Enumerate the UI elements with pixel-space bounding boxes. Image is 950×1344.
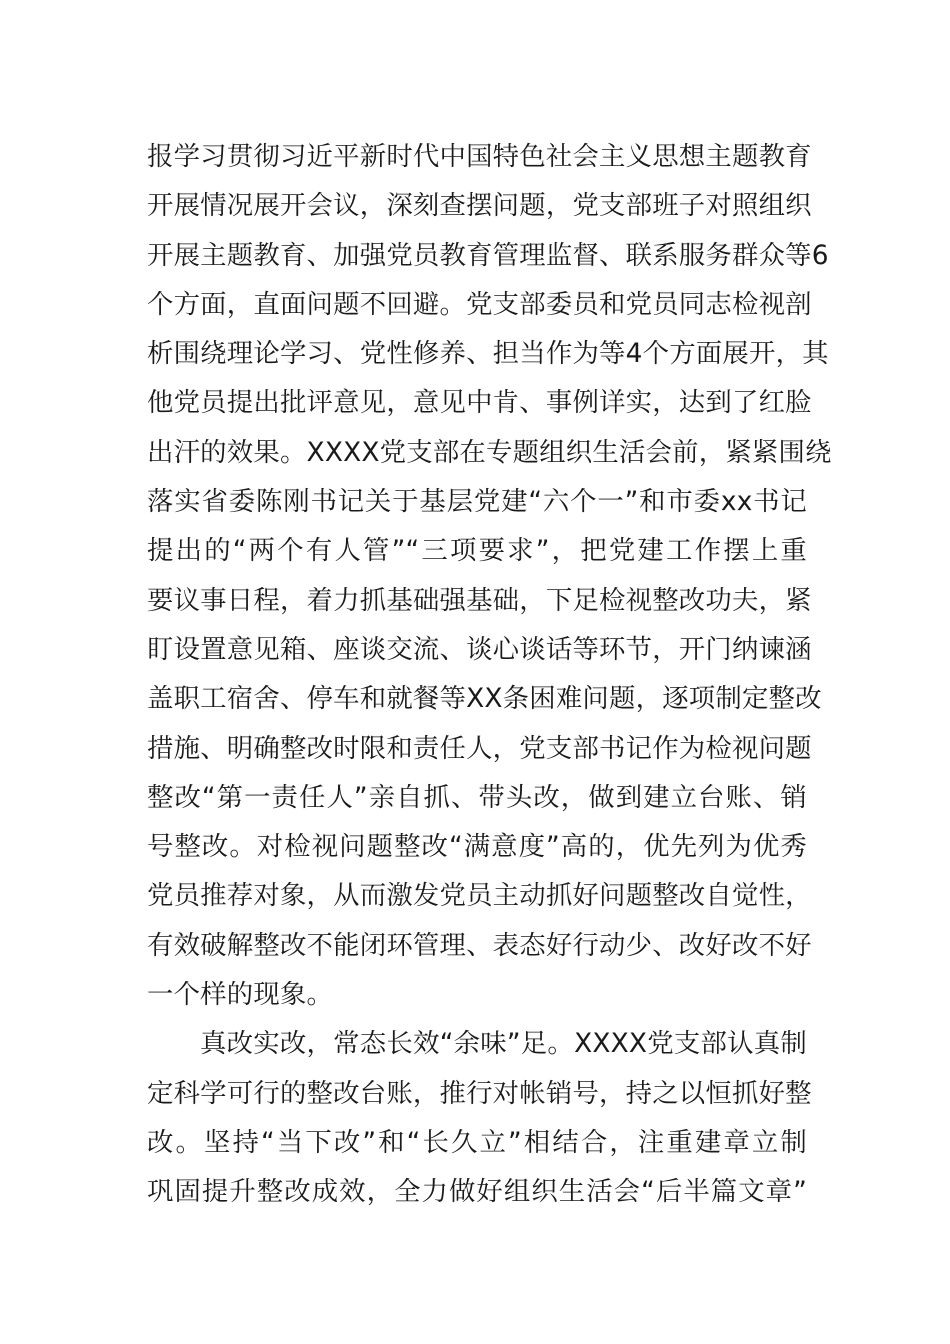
text-line: 个方面，直面问题不回避。党支部委员和党员同志检视剖: [147, 288, 812, 320]
text-line: 定科学可行的整改台账，推行对帐销号，持之以恒抓好整: [147, 1077, 812, 1109]
text-line: 开展主题教育、加强党员教育管理监督、联系服务群众等6: [147, 239, 829, 271]
document-body: [147, 132, 832, 1217]
text-line: 改。坚持“当下改”和“长久立”相结合，注重建章立制: [147, 1126, 807, 1158]
text-line: 巩固提升整改成效，全力做好组织生活会“后半篇文章”: [147, 1176, 807, 1208]
text-line: 一个样的现象。: [147, 979, 334, 1011]
text-line: 有效破解整改不能闭环管理、表态好行动少、改好改不好: [147, 929, 812, 961]
paragraph-1: [147, 132, 832, 1019]
text-line: 盯设置意见箱、座谈交流、谈心谈话等环节，开门纳谏涵: [147, 633, 812, 665]
text-line: 报学习贯彻习近平新时代中国特色社会主义思想主题教育: [147, 141, 812, 172]
text-line: 整改“第一责任人”亲自抓、带头改，做到建立台账、销: [147, 781, 807, 813]
text-line: 出汗的效果。XXXX党支部在专题组织生活会前，紧紧围绕: [147, 436, 832, 468]
text-line: 措施、明确整改时限和责任人，党支部书记作为检视问题: [147, 732, 812, 764]
text-line: 提出的“两个有人管”“三项要求”，把党建工作摆上重: [147, 535, 807, 567]
text-line: 开展情况展开会议，深刻查摆问题，党支部班子对照组织: [147, 190, 812, 222]
text-line: 号整改。对检视问题整改“满意度”高的，优先列为优秀: [147, 831, 807, 863]
paragraph-2: [147, 1019, 812, 1216]
text-line: 析围绕理论学习、党性修养、担当作为等4个方面展开，其: [147, 338, 829, 370]
text-line: 党员推荐对象，从而激发党员主动抓好问题整改自觉性，: [147, 880, 812, 912]
text-line: 落实省委陈刚书记关于基层党建“六个一”和市委xx书记: [147, 486, 807, 518]
text-line: 真改实改，常态长效“余味”足。XXXX党支部认真制: [200, 1028, 807, 1060]
text-line: 他党员提出批评意见，意见中肯、事例详实，达到了红脸: [147, 387, 812, 419]
text-line: 盖职工宿舍、停车和就餐等XX条困难问题，逐项制定整改: [147, 683, 822, 715]
text-line: 要议事日程，着力抓基础强基础，下足检视整改功夫，紧: [147, 584, 812, 616]
